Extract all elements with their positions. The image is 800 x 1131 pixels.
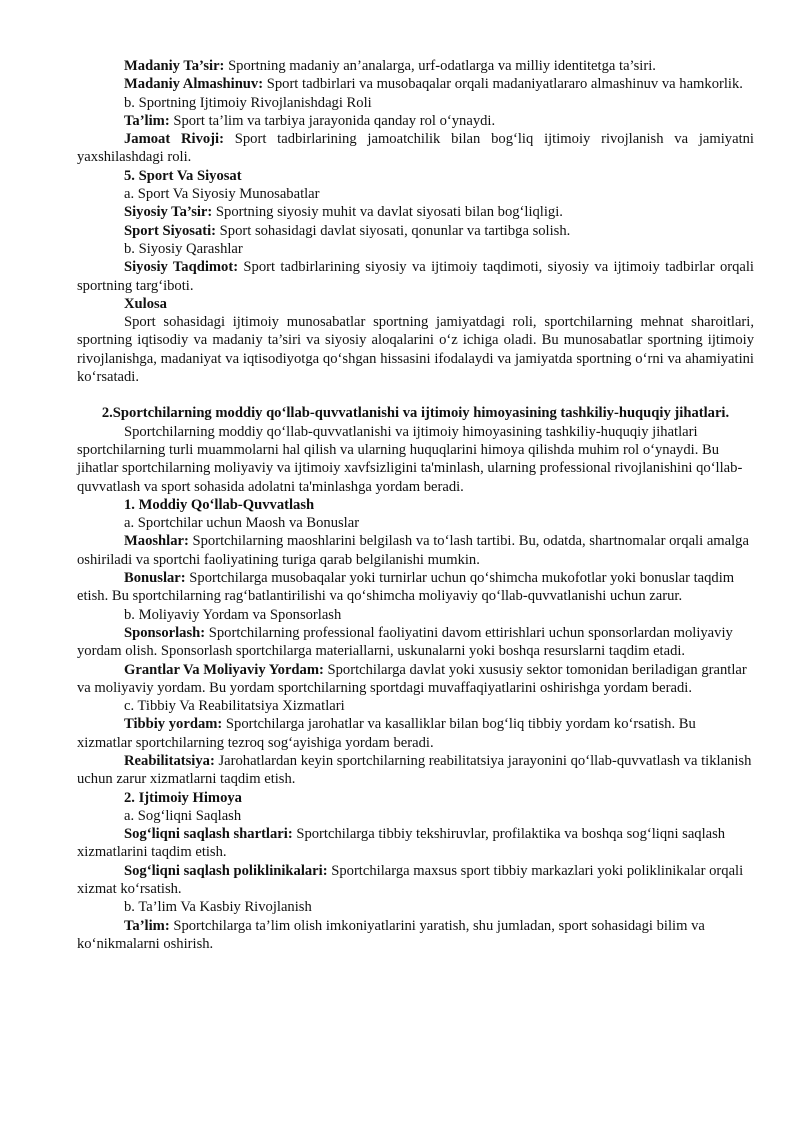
subheading: a. Sport Va Siyosiy Munosabatlar [124,186,320,203]
paragraph [77,917,754,954]
spacer [77,386,754,404]
section-body [77,423,754,954]
term-label: Grantlar Va Moliyaviy Yordam: [124,661,324,678]
paragraph-text: Jarohatlardan keyin sportchilarning reabilitatsiya jarayonini qo‘llab-quvvatlash va tiklanish uchun zarur xizmatlarni taqdim etish. [77,752,752,788]
heading-text: 5. Sport Va Siyosat [124,167,242,184]
paragraph-text: Sportchilarga jarohatlar va kasalliklar bilan bog‘liq tibbiy yordam ko‘rsatish. Bu xizmatlar sportchilarning tezroq sog‘ayishiga yordam beradi. [77,716,696,751]
paragraph [77,203,754,221]
paragraph [77,112,754,130]
paragraph-text: Sportchilarga davlat yoki xususiy sektor tomonidan beriladigan grantlar va moliyaviy yordam. Bu yordam sportchilarning sportdagi muvaffaqiyatlarini oshirishga yordam beradi. [77,661,747,696]
term-label: Sponsorlash: [124,624,206,641]
heading-text: 1. Moddiy Qo‘llab-Quvvatlash [124,496,315,513]
heading-text: 2. Ijtimoiy Himoya [124,789,242,806]
paragraph [77,661,754,698]
paragraph [77,624,754,661]
paragraph [77,258,754,295]
term-label: Sport Siyosati: [124,222,217,239]
paragraph-text: Sport ta’lim va tarbiya jarayonida qanday rol o‘ynaydi. [169,112,496,129]
paragraph [77,222,754,240]
paragraph [77,569,754,606]
paragraph-text: Sportchilarga ta’lim olish imkoniyatlarini yaratish, shu jumladan, sport sohasidagi bilim va ko‘nikmalarni oshirish. [77,917,705,952]
subheading: b. Sportning Ijtimoiy Rivojlanishdagi Roli [124,94,372,111]
term-label: Sog‘liqni saqlash shartlari: [124,826,293,843]
paragraph [77,75,754,93]
paragraph-text: Sport tadbirlarining siyosiy va ijtimoiy taqdimoti, siyosiy va ijtimoiy tadbirlar orqali sportning targ‘iboti. [77,259,754,294]
paragraph-text: Sport sohasidagi davlat siyosati, qonunlar va tartibga solish. [216,222,571,239]
heading [77,295,754,313]
paragraph [77,862,754,899]
term-label: Jamoat Rivoji: [124,131,224,148]
paragraph-text: Sportchilarning professional faoliyatini davom ettirishlari uchun sponsorlardan moliyaviy yordam olish. Sponsorlash sportchilarga materiallarni, uskunalarni yoki boshqa resurslarni taqdim etadi. [77,624,733,660]
heading [77,789,754,807]
paragraph-text: Sportchilarga maxsus sport tibbiy markazlari yoki poliklinikalar orqali xizmat ko‘rsatish. [77,862,744,898]
subheading: c. Tibbiy Va Reabilitatsiya Xizmatlari [124,698,345,715]
paragraph [77,825,754,862]
term-label: Madaniy Ta’sir: [124,58,225,74]
paragraph [77,57,754,75]
term-label: Bonuslar: [124,570,186,587]
conclusion-paragraph: Sport sohasidagi ijtimoiy munosabatlar sportning jamiyatdagi roli, sportchilarning mehnat sharoitlari, sportning iqtisodiy va madaniy ta’siri va siyosiy aloqalarini o‘z ichiga oladi. Bu munosabatlar sportning ijtimoiy rivojlanishga, madaniyat va iqtisodiyotga qo‘shgan hissasini ifodalaydi va jamiyatda sportning o‘rni va ahamiyatini ko‘rsatadi. [77,314,754,386]
paragraph-text: Sportchilarning maoshlarini belgilash va to‘lash tartibi. Bu, odatda, shartnomalar orqali amalga oshiriladi va sportchi faoliyatining turiga qarab belgilanishi mumkin. [77,533,749,568]
subheading: b. Ta’lim Va Kasbiy Rivojlanish [124,899,312,916]
paragraph [77,752,754,789]
subheading: a. Sportchilar uchun Maosh va Bonuslar [124,515,360,532]
term-label: Siyosiy Taqdimot: [124,259,239,276]
paragraph-text: Sportchilarga tibbiy tekshiruvlar, profilaktika va boshqa sog‘liqni saqlash xizmatlarini taqdim etish. [77,826,726,861]
paragraph-text: Sport tadbirlarining jamoatchilik bilan bog‘liq ijtimoiy rivojlanish va jamiyatni yaxshilashdagi roli. [77,131,754,166]
paragraph-text: Sportchilarga musobaqalar yoki turnirlar uchun qo‘shimcha mukofotlar yoki bonuslar taqdim etish. Bu sportchilarning rag‘batlantirilishi va qo‘shimcha moliyaviy qo‘llab-quvvatlanishi uchun zarur. [77,570,735,605]
paragraph [77,532,754,569]
paragraph-text: Sport tadbirlari va musobaqalar orqali madaniyatlararo almashinuv va hamkorlik. [263,76,743,93]
term-label: Siyosiy Ta’sir: [124,204,213,221]
paragraph [77,715,754,752]
paragraph [77,130,754,167]
subheading: a. Sog‘liqni Saqlash [124,807,242,824]
section-title: 2.Sportchilarning moddiy qo‘llab-quvvatlanishi va ijtimoiy himoyasining tashkiliy-huquqiy jihatlari. [101,405,730,422]
term-label: Tibbiy yordam: [124,716,223,733]
heading [77,496,754,514]
term-label: Ta’lim: [124,112,170,129]
section-continuation [77,57,754,386]
paragraph-text: Sportning siyosiy muhit va davlat siyosati bilan bog‘liqligi. [212,204,563,221]
heading [77,167,754,185]
subheading: b. Moliyaviy Yordam va Sponsorlash [124,606,342,623]
term-label: Maoshlar: [124,533,189,550]
subheading: b. Siyosiy Qarashlar [124,240,243,257]
term-label: Ta’lim: [124,917,170,934]
term-label: Sog‘liqni saqlash poliklinikalari: [124,862,328,879]
heading-text: Xulosa [124,295,167,312]
term-label: Reabilitatsiya: [124,752,215,769]
paragraph-text: Sportning madaniy an’analarga, urf-odatlarga va milliy identitetga ta’siri. [224,58,656,74]
term-label: Madaniy Almashinuv: [124,76,264,93]
intro-paragraph: Sportchilarning moddiy qo‘llab-quvvatlanishi va ijtimoiy himoyasining tashkiliy-huquqiy jihatlari sportchilarning turli muammolarni hal qilish va ularning huquqlarini himoya qilishda muhim rol o‘ynaydi. Bu jihatlar sportchilarning moliyaviy va ijtimoiy xavfsizligini ta'minlash, ularning professional rivojlanishini qo‘llab-quvvatlash va sport sohasida adolatni ta'minlashga yordam beradi. [77,423,743,495]
